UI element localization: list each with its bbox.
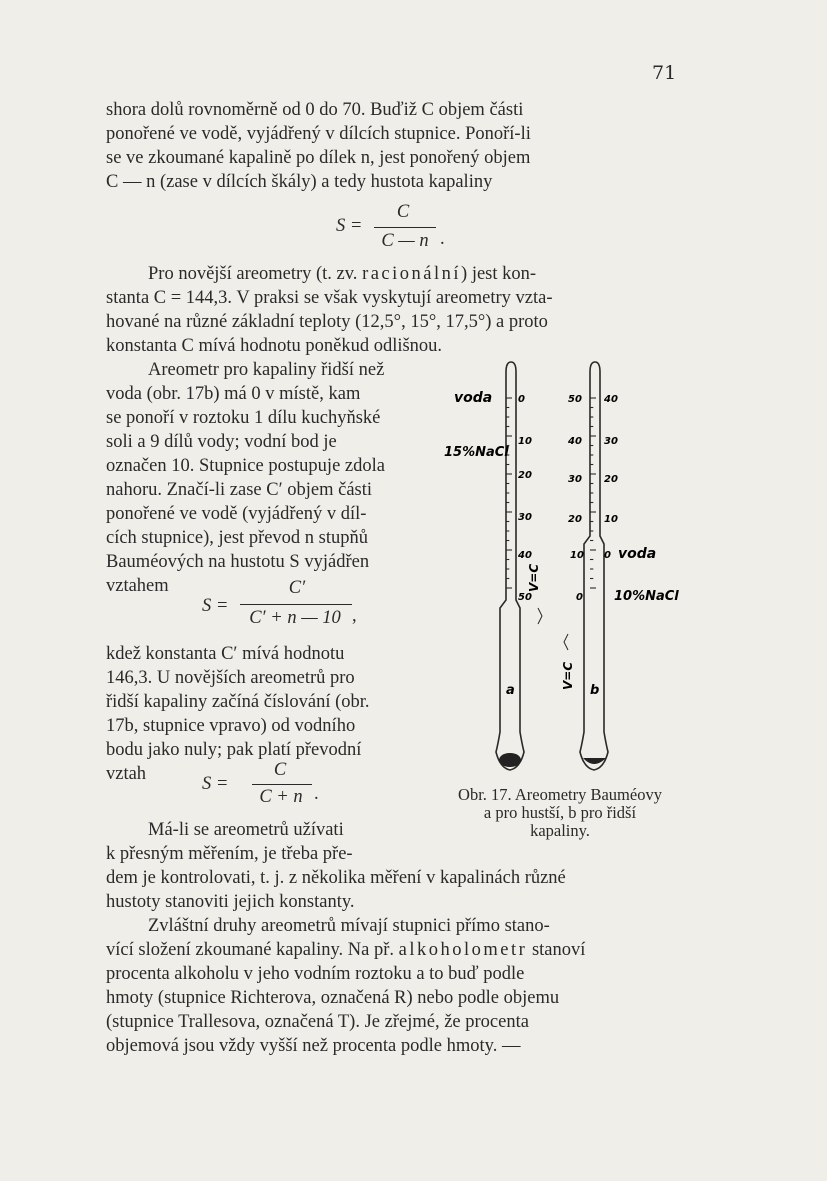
text-line: nahoru. Značí-li zase C′ objem části — [106, 480, 373, 500]
text-line: bodu jako nuly; pak platí převodní — [106, 740, 362, 760]
text-line: ponořené ve vodě, vyjádřený v dílcích stupnice. Ponoří-li — [106, 124, 531, 144]
fraction-bar — [374, 227, 436, 228]
volume-label-b: V=C — [561, 661, 575, 690]
formula-denominator: C — n — [381, 231, 429, 251]
formula-numerator: C′ — [288, 578, 306, 598]
label-voda-b: voda — [618, 546, 657, 562]
text-line: řidší kapaliny začíná číslování (obr. — [106, 692, 370, 712]
formula-lhs: S = — [202, 774, 229, 794]
text-line: vztah — [106, 764, 147, 784]
hydrometer-b-body — [580, 362, 608, 770]
text-line: hustoty stanoviti jejich konstanty. — [106, 892, 355, 912]
text-line: shora dolů rovnoměrně od 0 do 70. Buďiž C objem části — [106, 100, 524, 120]
tick-label-b-right: 0 — [604, 550, 611, 561]
text-line: C — n (zase v dílcích škály) a tedy hustota kapaliny — [106, 172, 493, 192]
tick-label-b-left: 0 — [576, 592, 583, 603]
hydrometer-a-letter: a — [506, 683, 515, 698]
label-15pct-nacl: 15%NaCl — [444, 445, 509, 460]
text-line: Zvláštní druhy areometrů mívají stupnici přímo stano- — [148, 916, 550, 936]
volume-bracket-b — [564, 634, 568, 650]
tick-label-b-right: 40 — [604, 394, 618, 405]
text-line: se ve zkoumané kapalině po dílek n, jest ponořený objem — [106, 148, 531, 168]
tick-label-a: 50 — [518, 592, 532, 603]
hydrometer-b-scale — [590, 398, 596, 588]
figure-caption — [440, 786, 680, 840]
text-line: dem je kontrolovati, t. j. z několika měření v kapalinách různé — [106, 868, 566, 888]
text-line: ponořené ve vodě (vyjádřený v díl- — [106, 504, 367, 524]
fraction-bar — [240, 604, 352, 605]
text-line — [148, 262, 536, 286]
text-line: soli a 9 dílů vody; vodní bod je — [106, 432, 337, 452]
caption-line: a pro hustší, b pro řidší — [483, 803, 637, 822]
hydrometer-a-ballast — [499, 753, 521, 767]
tick-label-b-left: 10 — [570, 550, 584, 561]
text-fragment: stanoví — [527, 940, 586, 960]
volume-label-a: V=C — [527, 563, 541, 592]
tick-label-b-left: 20 — [568, 514, 582, 525]
text-line: k přesným měřením, je třeba pře- — [106, 844, 353, 864]
text-line: stanta C = 144,3. V praksi se však vyskytují areometry vzta- — [106, 288, 553, 308]
tick-label-a: 40 — [518, 550, 532, 561]
tick-label-b-left: 50 — [568, 394, 582, 405]
text-line: 146,3. U novějších areometrů pro — [106, 668, 355, 688]
tick-label-a: 30 — [518, 512, 532, 523]
tick-label-a: 0 — [518, 394, 525, 405]
formula-denominator: C′ + n — 10 — [249, 608, 341, 628]
text-line: 17b, stupnice vpravo) od vodního — [106, 716, 356, 736]
text-fragment: Pro novější areometry (t. zv. — [148, 264, 363, 284]
text-line: cích stupnice), jest převod n stupňů — [106, 528, 369, 548]
fraction-bar — [252, 784, 312, 785]
tick-label-a: 20 — [518, 470, 532, 481]
text-fragment: vící složení zkoumané kapaliny. Na př. — [106, 940, 399, 960]
formula-punct: , — [352, 606, 357, 626]
formula-baume-new — [202, 758, 342, 818]
tick-label-b-right: 20 — [604, 474, 618, 485]
label-10pct-nacl: 10%NaCl — [614, 589, 679, 604]
hydrometer-drawing — [440, 360, 700, 780]
caption-line: Obr. 17. Areometry Bauméovy — [458, 785, 662, 804]
tick-label-b-left: 30 — [568, 474, 582, 485]
hydrometer-a-scale — [506, 398, 512, 588]
text-line: (stupnice Trallesova, označená T). Je zřejmé, že procenta — [106, 1012, 529, 1032]
formula-punct: . — [314, 784, 319, 804]
label-voda-a: voda — [454, 390, 493, 406]
text-line: kdež konstanta C′ mívá hodnotu — [106, 644, 345, 664]
text-line: hmoty (stupnice Richterova, označená R) nebo podle objemu — [106, 988, 560, 1008]
text-line: objemová jsou vždy vyšší než procenta podle hmoty. — — [106, 1036, 521, 1056]
formula-baume-lighter — [202, 576, 362, 646]
text-line: procenta alkoholu v jeho vodním roztoku a to buď podle — [106, 964, 525, 984]
formula-lhs: S = — [336, 216, 363, 236]
text-line — [106, 938, 585, 962]
formula-numerator: C — [396, 202, 410, 222]
text-line: vztahem — [106, 576, 169, 596]
tick-label-b-right: 10 — [604, 514, 618, 525]
text-line: Má-li se areometrů užívati — [148, 820, 344, 840]
text-line: voda (obr. 17b) má 0 v místě, kam — [106, 384, 361, 404]
formula-numerator: C — [273, 760, 287, 780]
text-line: Bauméových na hustotu S vyjádřen — [106, 552, 370, 572]
formula-punct: . — [440, 229, 445, 249]
text-line: hované na různé základní teploty (12,5°, 15°, 17,5°) a proto — [106, 312, 548, 332]
formula-denominator: C + n — [259, 787, 303, 807]
tick-label-a: 10 — [518, 436, 532, 447]
spaced-term: alkoholometr — [398, 940, 528, 960]
tick-label-b-left: 40 — [568, 436, 582, 447]
formula-density — [336, 200, 476, 264]
text-line: označen 10. Stupnice postupuje zdola — [106, 456, 385, 476]
text-line: Areometr pro kapaliny řidší než — [148, 360, 385, 380]
volume-bracket-a — [538, 608, 542, 624]
hydrometer-b-letter: b — [590, 683, 600, 698]
formula-lhs: S = — [202, 596, 229, 616]
text-fragment: ) jest kon- — [461, 264, 537, 284]
page-number: 71 — [652, 62, 677, 84]
figure-hydrometers — [440, 360, 700, 780]
text-line: konstanta C mívá hodnotu poněkud odlišnou. — [106, 336, 443, 356]
caption-line: kapaliny. — [530, 821, 590, 840]
text-line: se ponoří v roztoku 1 dílu kuchyňské — [106, 408, 381, 428]
tick-label-b-right: 30 — [604, 436, 618, 447]
spaced-term: racionální — [362, 264, 462, 284]
hydrometer-a-body — [496, 362, 524, 770]
